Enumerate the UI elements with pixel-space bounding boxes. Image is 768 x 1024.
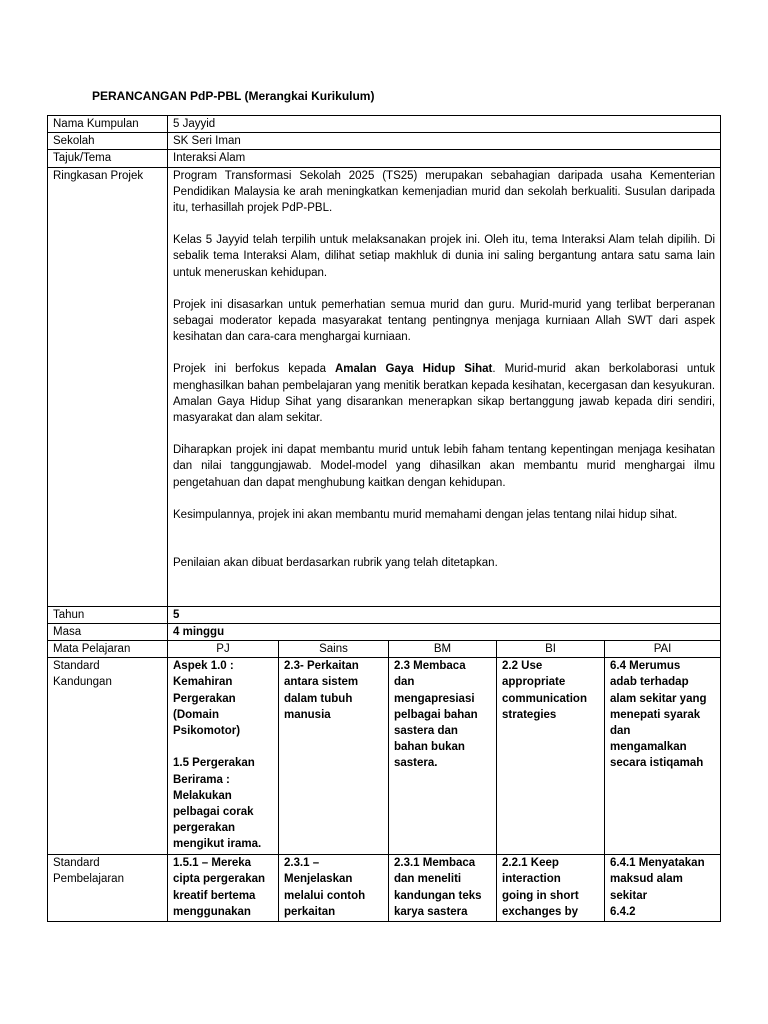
value-masa: 4 minggu <box>168 623 721 640</box>
label-standard-pembelajaran: Standard Pembelajaran <box>48 855 168 922</box>
summary-paragraph-3: Projek ini disasarkan untuk pemerhatian semua murid dan guru. Murid-murid yang terlibat berperanan sebagai moderator kepada masyarakat tentang pentingnya menjaga kurniaan Allah SWT dari aspek kesihatan dan cara-cara menghargai kurniaan. <box>173 298 716 344</box>
value-tahun: 5 <box>168 606 721 623</box>
label-masa: Masa <box>48 623 168 640</box>
document-title: PERANCANGAN PdP-PBL (Merangkai Kurikulum) <box>92 89 375 103</box>
summary-paragraph-6: Kesimpulannya, projek ini akan membantu murid memahami dengan jelas tentang nilai hidup sihat. <box>173 508 678 521</box>
subject-bi: BI <box>497 641 605 658</box>
sp-bi: 2.2.1 Keep interaction going in short exchanges by <box>497 855 605 922</box>
value-sekolah: SK Seri Iman <box>168 133 721 150</box>
sk-bm: 2.3 Membaca dan mengapresiasi pelbagai bahan sastera dan bahan bukan sastera. <box>389 658 497 855</box>
summary-p4-end: . Murid-murid akan berkolaborasi untuk menghasilkan bahan pembelajaran yang menitik beratkan kepada kesihatan, kecergasan dan kesyukuran. Amalan Gaya Hidup Sihat yang disarankan menerapkan sikap bertanggung jawab kepada diri sendiri, masyarakat dan alam sekitar. <box>173 363 716 425</box>
summary-p4-highlight: Amalan Gaya Hidup Sihat <box>334 363 493 376</box>
label-ringkasan-projek: Ringkasan Projek <box>48 167 168 606</box>
sk-sains: 2.3- Perkaitan antara sistem dalam tubuh manusia <box>279 658 389 855</box>
sk-pai: 6.4 Merumus adab terhadap alam sekitar yang menepati syarak dan mengamalkan secara istiqamah <box>605 658 721 855</box>
label-tajuk-tema: Tajuk/Tema <box>48 150 168 167</box>
sp-pai: 6.4.1 Menyatakan maksud alam sekitar 6.4.2 <box>605 855 721 922</box>
row-tajuk-tema <box>48 150 721 167</box>
label-mata-pelajaran: Mata Pelajaran <box>48 641 168 658</box>
subject-pj: PJ <box>168 641 279 658</box>
sp-bm: 2.3.1 Membaca dan meneliti kandungan teks karya sastera <box>389 855 497 922</box>
subject-bm: BM <box>389 641 497 658</box>
summary-paragraph-5: Diharapkan projek ini dapat membantu murid untuk lebih faham tentang kepentingan menjaga kesihatan dan nilai tanggungjawab. Model-model yang dihasilkan akan membantu murid menghargai ilmu pengetahuan dan dapat menghubung kaitkan dengan kehidupan. <box>173 444 716 489</box>
row-ringkasan-projek <box>48 167 721 606</box>
value-nama-kumpulan: 5 Jayyid <box>168 116 721 133</box>
row-standard-pembelajaran <box>48 855 721 922</box>
summary-paragraph-4 <box>173 361 715 426</box>
label-standard-kandungan: Standard Kandungan <box>48 658 168 855</box>
summary-paragraph-1: Program Transformasi Sekolah 2025 (TS25) merupakan sebahagian daripada usaha Kementerian Pendidikan Malaysia ke arah meningkatkan kemenjadian murid dan sekolah berkualiti. Susulan daripada itu, terhasillah projek PdP-PBL. <box>173 169 716 215</box>
subject-pai: PAI <box>605 641 721 658</box>
planning-table <box>47 115 721 922</box>
label-sekolah: Sekolah <box>48 133 168 150</box>
summary-p4-start: Projek ini berfokus kepada <box>173 363 335 376</box>
sp-pj: 1.5.1 – Mereka cipta pergerakan kreatif bertema menggunakan <box>168 855 279 922</box>
label-nama-kumpulan: Nama Kumpulan <box>48 116 168 133</box>
summary-paragraph-7: Penilaian akan dibuat berdasarkan rubrik yang telah ditetapkan. <box>173 557 498 570</box>
sk-bi: 2.2 Use appropriate communication strategies <box>497 658 605 855</box>
value-tajuk-tema: Interaksi Alam <box>168 150 721 167</box>
sp-sains: 2.3.1 – Menjelaskan melalui contoh perkaitan <box>279 855 389 922</box>
summary-paragraph-2: Kelas 5 Jayyid telah terpilih untuk melaksanakan projek ini. Oleh itu, tema Interaksi Alam telah dipilih. Di sebalik tema Interaksi Alam, dilihat setiap makhluk di dunia ini saling bergantung antara satu sama lain untuk meneruskan kehidupan. <box>173 234 716 279</box>
row-standard-kandungan <box>48 658 721 855</box>
row-tahun <box>48 606 721 623</box>
summary-content <box>168 167 721 606</box>
row-masa <box>48 623 721 640</box>
label-tahun: Tahun <box>48 606 168 623</box>
row-sekolah <box>48 133 721 150</box>
row-nama-kumpulan <box>48 116 721 133</box>
row-mata-pelajaran <box>48 641 721 658</box>
subject-sains: Sains <box>279 641 389 658</box>
sk-pj: Aspek 1.0 : Kemahiran Pergerakan (Domain Psikomotor) 1.5 Pergerakan Berirama : Melakukan pelbagai corak pergerakan mengikut irama. <box>168 658 279 855</box>
